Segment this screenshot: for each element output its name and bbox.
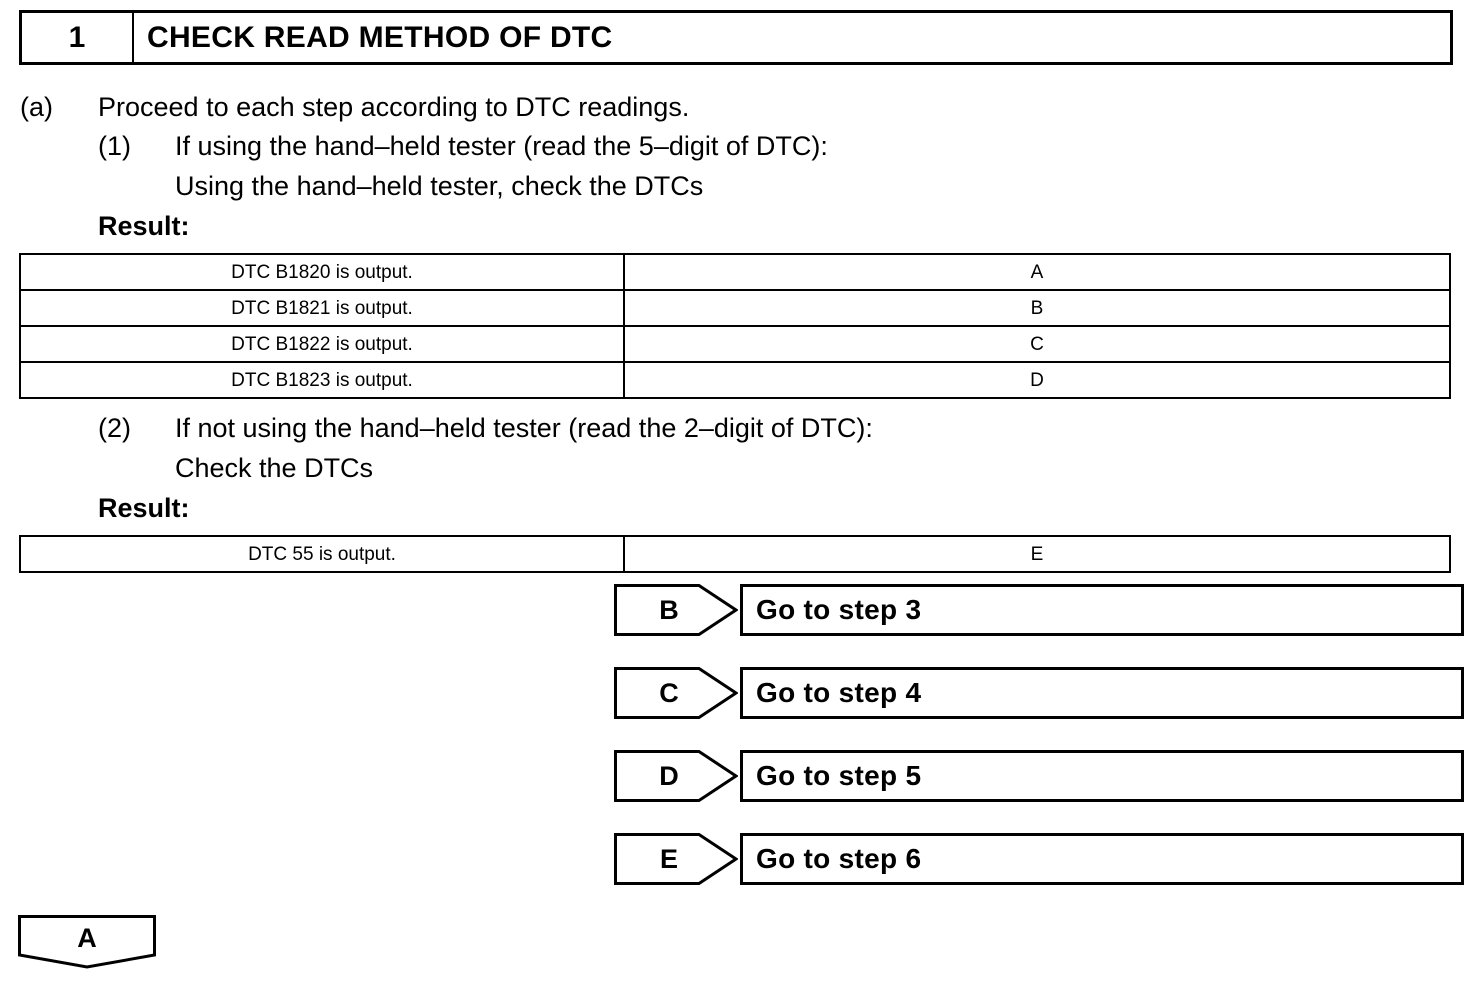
go-to-step-6-box: Go to step 6 xyxy=(740,833,1464,885)
condition-cell: DTC B1822 is output. xyxy=(20,326,624,362)
step-a-text: Proceed to each step according to DTC readings. xyxy=(98,92,690,122)
result-cell: E xyxy=(624,536,1450,572)
condition-cell: DTC B1821 is output. xyxy=(20,290,624,326)
branch-letter: D xyxy=(659,760,679,791)
table-row xyxy=(20,326,1450,362)
sub2-result-table xyxy=(19,535,1451,573)
sub1-line1: If using the hand–held tester (read the 5–digit of DTC): xyxy=(175,131,828,161)
table-row xyxy=(20,536,1450,572)
sub1-result-table xyxy=(19,253,1451,399)
condition-cell: DTC 55 is output. xyxy=(20,536,624,572)
sub1-result-label: Result: xyxy=(98,211,190,241)
branch-tag-e xyxy=(614,833,738,885)
branch-tag-b xyxy=(614,584,738,636)
table-row xyxy=(20,254,1450,290)
step-a-marker: (a) xyxy=(20,92,53,122)
result-cell: D xyxy=(624,362,1450,398)
condition-cell: DTC B1823 is output. xyxy=(20,362,624,398)
step-header xyxy=(19,10,1453,65)
go-to-step-4-box: Go to step 4 xyxy=(740,667,1464,719)
step-title: CHECK READ METHOD OF DTC xyxy=(147,20,613,54)
branch-tag-d xyxy=(614,750,738,802)
table-row xyxy=(20,290,1450,326)
result-cell: C xyxy=(624,326,1450,362)
continue-tag-a xyxy=(18,915,156,969)
sub2-marker: (2) xyxy=(98,413,131,443)
sub1-line2: Using the hand–held tester, check the DTCs xyxy=(175,171,704,201)
go-to-step-5-box: Go to step 5 xyxy=(740,750,1464,802)
branch-letter: C xyxy=(659,677,679,708)
condition-cell: DTC B1820 is output. xyxy=(20,254,624,290)
branch-letter: E xyxy=(659,843,678,874)
sub2-result-label: Result: xyxy=(98,493,190,523)
go-to-step-3-box: Go to step 3 xyxy=(740,584,1464,636)
sub2-line2: Check the DTCs xyxy=(175,453,374,483)
branch-letter: B xyxy=(659,594,679,625)
step-number: 1 xyxy=(22,13,134,62)
sub1-marker: (1) xyxy=(98,131,131,161)
result-cell: A xyxy=(624,254,1450,290)
result-cell: B xyxy=(624,290,1450,326)
table-row xyxy=(20,362,1450,398)
sub2-line1: If not using the hand–held tester (read the 2–digit of DTC): xyxy=(175,413,873,443)
branch-tag-c xyxy=(614,667,738,719)
continue-letter: A xyxy=(77,923,97,953)
